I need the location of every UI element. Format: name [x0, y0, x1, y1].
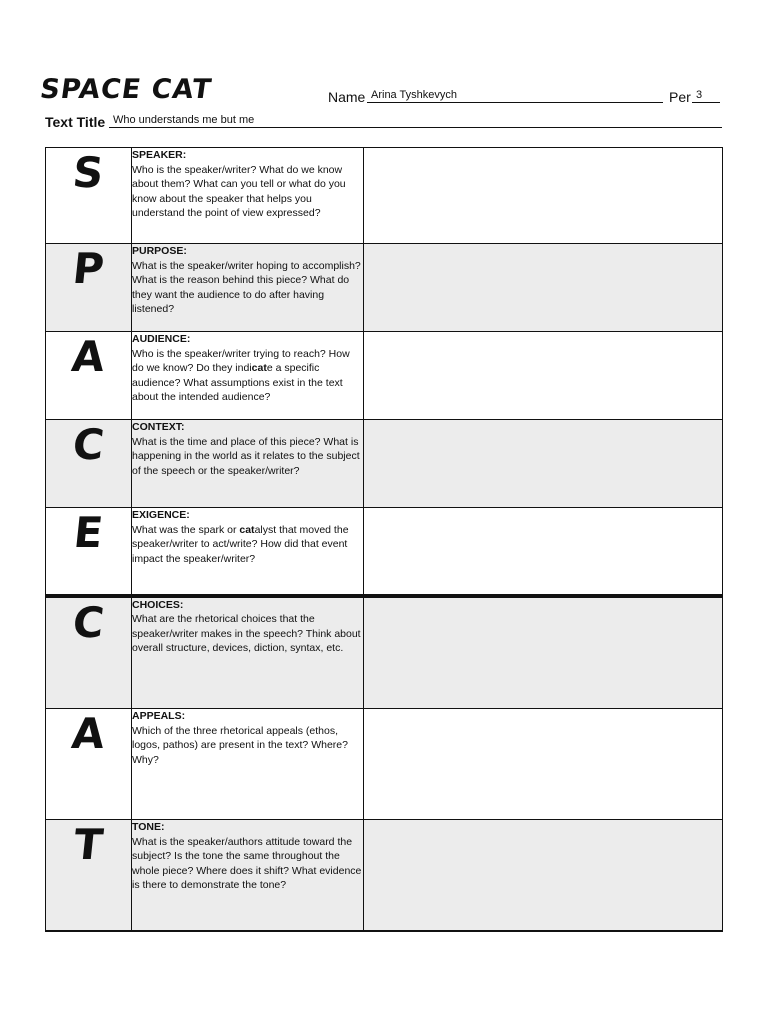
choices-text: What are the rhetorical choices that the speaker/writer makes in the speech? Think about overall structure, devices, diction, syntax, etc. [132, 613, 361, 654]
tone-prompt [132, 820, 364, 931]
letter-c-choices: C [46, 596, 132, 709]
context-title: CONTEXT: [132, 421, 185, 433]
space-cat-table [45, 147, 723, 932]
audience-text-2: e a specific audience? What assumptions exist in the text about the intended audience? [132, 362, 343, 403]
letter-a: A [46, 332, 132, 420]
tone-text: What is the speaker/authors attitude toward the subject? Is the tone the same throughout the whole piece? Where does it shift? What evidence is there to demonstrate the tone? [132, 835, 362, 891]
choices-prompt [132, 596, 364, 709]
row-audience [46, 332, 723, 420]
appeals-title: APPEALS: [132, 710, 186, 722]
row-appeals [46, 709, 723, 820]
exigence-cat-highlight: cat [239, 523, 255, 536]
name-field[interactable]: Arina Tyshkevych [367, 88, 663, 103]
audience-prompt [132, 332, 364, 420]
appeals-prompt [132, 709, 364, 820]
purpose-title: PURPOSE: [132, 245, 187, 257]
exigence-answer[interactable] [364, 508, 723, 596]
per-label: Per [669, 89, 691, 105]
name-label: Name [328, 89, 366, 105]
tone-title: TONE: [132, 821, 165, 833]
row-context [46, 420, 723, 508]
exigence-prompt [132, 508, 364, 596]
speaker-prompt [132, 148, 364, 244]
speaker-title: SPEAKER: [132, 149, 187, 161]
row-purpose [46, 244, 723, 332]
context-text: What is the time and place of this piece? What is happening in the world as it relates to the subject of the speech or the speaker/writer? [132, 435, 360, 477]
context-prompt [132, 420, 364, 508]
appeals-answer[interactable] [364, 709, 723, 820]
row-tone [46, 820, 723, 931]
letter-c: C [46, 420, 132, 508]
purpose-text: What is the speaker/writer hoping to accomplish? What is the reason behind this piece? What do they want the audience to do after having listened? [132, 259, 361, 315]
row-exigence [46, 508, 723, 596]
speaker-answer[interactable] [364, 148, 723, 244]
text-title-field[interactable]: Who understands me but me [109, 113, 722, 128]
text-title-label: Text Title [45, 114, 106, 130]
tone-answer[interactable] [364, 820, 723, 931]
row-speaker [46, 148, 723, 244]
audience-answer[interactable] [364, 332, 723, 420]
exigence-title: EXIGENCE: [132, 509, 190, 521]
audience-cat-highlight: cat [251, 362, 267, 374]
purpose-answer[interactable] [364, 244, 723, 332]
row-choices [46, 596, 723, 709]
exigence-text-2: alyst that moved the speaker/writer to act/write? How did that event impact the speaker/writer? [132, 523, 349, 565]
letter-p: P [46, 244, 132, 332]
speaker-text: Who is the speaker/writer? What do we know about them? What can you tell or what do you know about the speaker that helps you understand the point of view expressed? [132, 163, 346, 219]
purpose-prompt [132, 244, 364, 332]
space-cat-logo: SPACE CAT [38, 74, 214, 105]
context-answer[interactable] [364, 420, 723, 508]
choices-answer[interactable] [364, 596, 723, 709]
letter-t: T [46, 820, 132, 931]
exigence-text-1: What was the spark or [132, 523, 240, 536]
choices-title: CHOICES: [132, 598, 184, 611]
letter-s: S [46, 148, 132, 244]
appeals-text: Which of the three rhetorical appeals (ethos, logos, pathos) are present in the text? Where? Why? [132, 724, 348, 766]
audience-text-1: Who is the speaker/writer trying to reach? How do we know? Do they indi [132, 347, 350, 374]
per-field[interactable]: 3 [692, 88, 720, 103]
audience-title: AUDIENCE: [132, 333, 191, 345]
letter-e: E [46, 508, 132, 596]
letter-a-appeals: A [46, 709, 132, 820]
